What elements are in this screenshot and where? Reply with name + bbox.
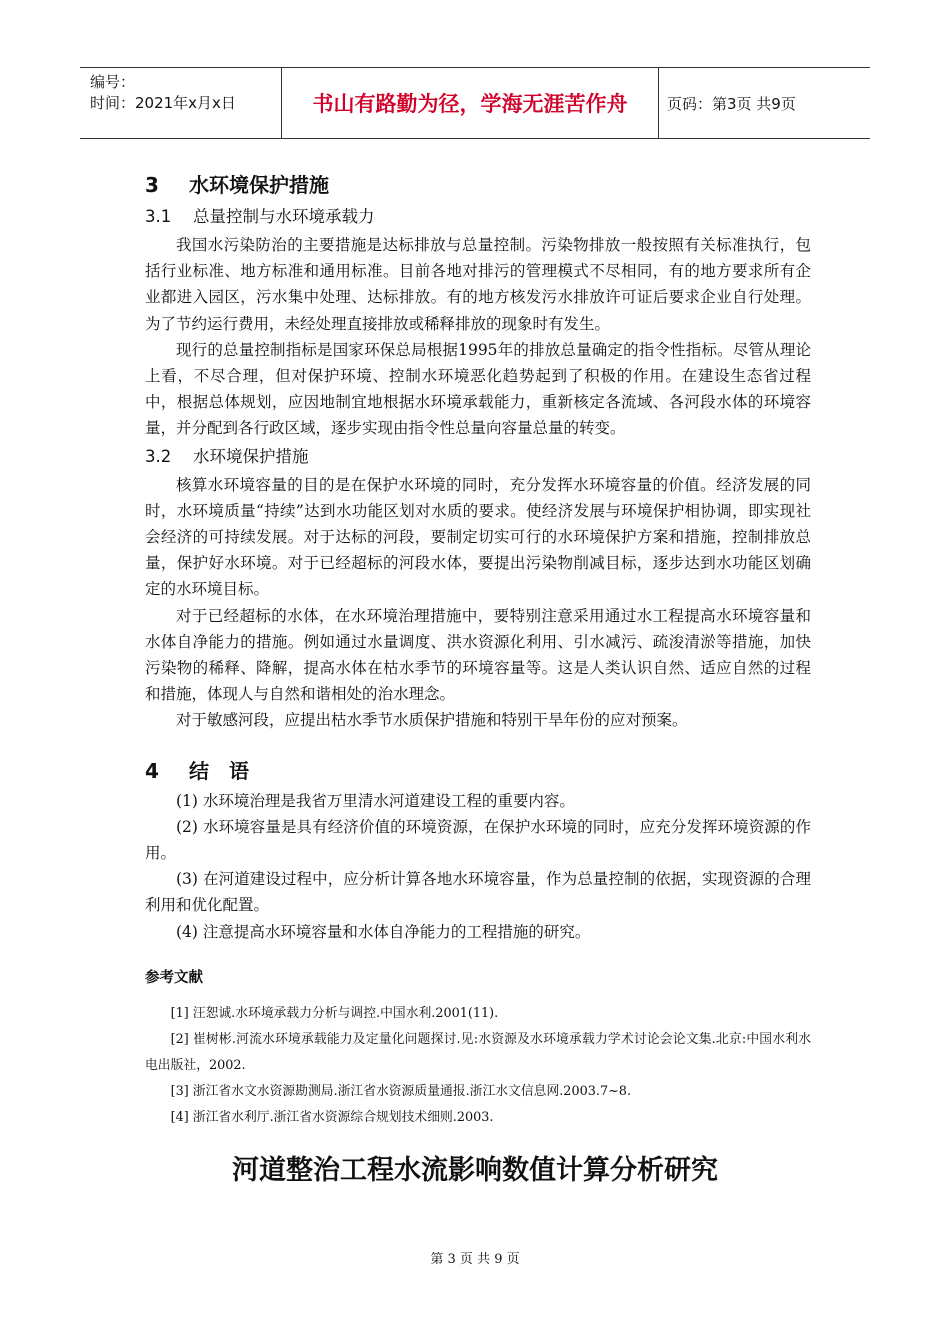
paragraph: 对于敏感河段，应提出枯水季节水质保护措施和特别干旱年份的应对预案。 (176, 711, 688, 730)
paragraph: 核算水环境容量的目的是在保护水环境的同时，充分发挥水环境容量的价值。经济发展的同时，水环境质量“持续”达到水功能区划对水质的要求。使经济发展与环境保护相协调，即实现社会经济的可持续发展。对于达标的河段，要制定切实可行的水环境保护方案和措施，控制排放总量，保护好水环境。对于已经超标的河段水体，要提出污染物削减目标，逐步达到水功能区划确定的水环境目标。 (145, 475, 811, 599)
section-3-heading (145, 168, 811, 202)
subsection-number: 3.2 (145, 446, 172, 466)
reference-item: [3] 浙江省水文水资源勘测局.浙江省水资源质量通报.浙江水文信息网.2003.7~8. (170, 1083, 632, 1099)
header-table (80, 67, 870, 139)
section-4-heading (145, 754, 811, 788)
next-article-title: 河道整治工程水流影响数值计算分析研究 (232, 1155, 718, 1186)
references-title: 参考文献 (145, 969, 203, 986)
conclusion-item: (4) 注意提高水环境容量和水体自净能力的工程措施的研究。 (176, 922, 591, 941)
header-number: 编号： (90, 73, 136, 91)
conclusion-item: (1) 水环境治理是我省万里清水河道建设工程的重要内容。 (176, 791, 575, 810)
subsection-title: 总量控制与水环境承载力 (193, 207, 375, 226)
subsection-3-1-heading (145, 202, 811, 232)
conclusion-item: (2) 水环境容量是具有经济价值的环境资源，在保护水环境的同时，应充分发挥环境资源的作用。 (145, 817, 811, 863)
paragraph: 现行的总量控制指标是国家环保总局根据1995年的排放总量确定的指令性指标。尽管从理论上看，不尽合理，但对保护环境、控制水环境恶化趋势起到了积极的作用。在建设生态省过程中，根据总体规划，应因地制宜地根据水环境承载能力，重新核定各流域、各河段水体的环境容量，并分配到各行政区域，逐步实现由指令性总量向容量总量的转变。 (145, 340, 811, 438)
reference-item: [2] 崔树彬.河流水环境承载能力及定量化问题探讨.见:水资源及水环境承载力学术讨论会论文集.北京:中国水利水电出版社，2002. (145, 1031, 811, 1073)
header-date: 时间：2021年x月x日 (90, 94, 236, 112)
section-number: 4 (145, 758, 159, 783)
reference-item: [1] 汪恕诚.水环境承载力分析与调控.中国水利.2001(11). (170, 1005, 499, 1021)
paragraph: 我国水污染防治的主要措施是达标排放与总量控制。污染物排放一般按照有关标准执行，包括行业标准、地方标准和通用标准。目前各地对排污的管理模式不尽相同，有的地方要求所有企业都进入园区，污水集中处理、达标排放。有的地方核发污水排放许可证后要求企业自行处理。为了节约运行费用，未经处理直接排放或稀释排放的现象时有发生。 (145, 236, 811, 333)
subsection-3-2-heading (145, 442, 811, 472)
section-title: 水环境保护措施 (189, 173, 329, 197)
page-footer: 第 3 页 共 9 页 (430, 1252, 520, 1267)
subsection-number: 3.1 (145, 207, 172, 226)
paragraph: 对于已经超标的水体，在水环境治理措施中，要特别注意采用通过水工程提高水环境容量和水体自净能力的措施。例如通过水量调度、洪水资源化利用、引水减污、疏浚清淤等措施，加快污染物的稀释、降解，提高水体在枯水季节的环境容量等。这是人类认识自然、适应自然的过程和措施，体现人与自然和谐相处的治水理念。 (145, 606, 811, 704)
header-page-info: 页码：第3页 共9页 (667, 94, 796, 113)
reference-item: [4] 浙江省水利厅.浙江省水资源综合规划技术细则.2003. (170, 1109, 494, 1125)
header-meta (80, 68, 282, 138)
subsection-title: 水环境保护措施 (193, 446, 309, 466)
header-motto: 书山有路勤为径，学海无涯苦作舟 (282, 68, 659, 138)
document-body (145, 168, 811, 1131)
references-list (145, 1001, 811, 1131)
section-number: 3 (145, 173, 159, 197)
conclusion-item: (3) 在河道建设过程中，应分析计算各地水环境容量，作为总量控制的依据，实现资源的合理利用和优化配置。 (145, 870, 811, 915)
section-title: 结 语 (189, 758, 249, 783)
